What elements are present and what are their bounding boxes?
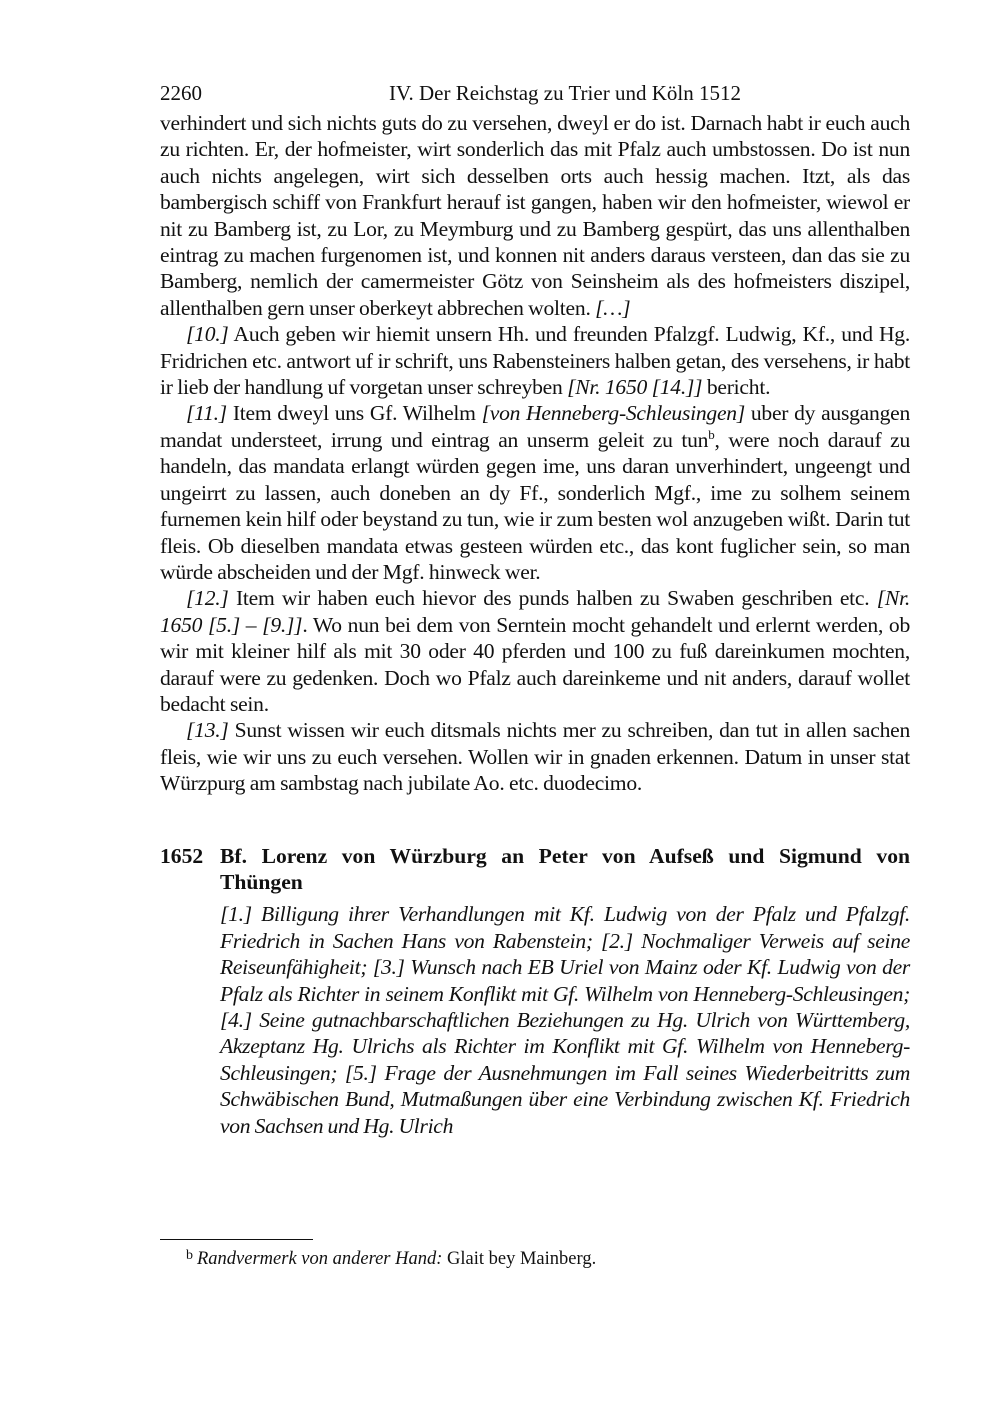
paragraph	[160, 585, 910, 717]
text-run: uber dy ausgangen mandat understeet, irrung und eintrag an unserm geleit zu tun	[160, 401, 910, 452]
text-run: Item dweyl uns Gf. Wilhelm	[226, 401, 482, 426]
footnote-rule	[160, 1239, 313, 1240]
footnote-mark: b	[186, 1248, 193, 1263]
text-run: , were noch darauf zu handeln, das mandata erlangt würden gegen ime, uns daran unverhindert, ungeengt und ungeirrt zu lassen, auch doneben an dy Ff., sonderlich Mgf., ime zu solhem seinem furnemen kein hilf oder beystand zu tun, wie ir zum besten wol anzugeben wißt. Darin tut fleis. Ob dieselben mandata etwas gesteen würden etc., das kont fuglicher sein, so man würde abscheiden und der Mgf. hinweck wer.	[160, 427, 910, 584]
text-run: bericht.	[702, 375, 771, 400]
italic-text: [Nr. 1650 [5.] – [9.]]	[160, 586, 910, 637]
italic-text: [10.]	[186, 322, 229, 347]
page-number: 2260	[160, 81, 202, 105]
page-header	[160, 78, 910, 110]
italic-text: [11.]	[186, 401, 227, 426]
entry-number: 1652	[160, 843, 204, 868]
footnote-text: Glait bey Mainberg.	[442, 1249, 597, 1269]
text-run: verhindert und sich nichts guts do zu versehen, dweyl er do ist. Darnach habt ir euch auch zu richten. Er, der hofmeister, wirt sonderlich das mit Pfalz auch umbstossen. Do ist nun auch nichts angelegen, wirt sich desselben orts auch hessig machen. Itzt, als das bambergisch schiff von Frankfurt herauf ist gangen, haben wir den hofmeister, wiewol er nit zu Bamberg ist, zu Lor, zu Meymburg und zu Bamberg gespürt, das uns allenthalben eintrag zu machen furgenomen ist, und konnen nit anders daraus versteen, dan das sie zu Bamberg, nemlich der camermeister Götz von Seinsheim als des hofmeisters diszipel, allenthalben gern unser oberkeyt abbrechen wolten.	[160, 111, 910, 320]
body-text	[160, 110, 910, 797]
text-run: . Wo nun bei dem von Serntein mocht gehandelt und erlernt werden, ob wir mit kleiner hilf als mit 30 oder 40 pferden und 100 zu fuß dareinkumen mochten, darauf were zu gedenken. Doch wo Pfalz auch dareinkeme und nit anders, darauf wollet bedacht sein.	[160, 612, 910, 716]
paragraph	[160, 110, 910, 321]
text-run: Item wir haben euch hievor des punds halben zu Swaben geschriben etc.	[228, 586, 877, 611]
document-page	[160, 78, 910, 1139]
footnote-label: Randvermerk von anderer Hand:	[197, 1249, 443, 1269]
paragraph	[160, 321, 910, 400]
text-run: Auch geben wir hiemit unsern Hh. und freunden Pfalzgf. Ludwig, Kf., und Hg. Fridrichen etc. antwort uf ir schrift, uns Rabensteiners halben getan, des versehens, ir habt ir lieb der handlung uf vorgetan unser schreyben	[160, 322, 910, 400]
text-run: Sunst wissen wir euch ditsmals nichts mer zu schreiben, dan tut in allen sachen fleis, wie wir uns zu euch versehen. Wollen wir in gnaden erkennen. Datum in unser stat Würzpurg am sambstag nach jubilate Ao. etc. duodecimo.	[160, 718, 910, 796]
running-title: IV. Der Reichstag zu Trier und Köln 1512	[389, 81, 741, 105]
entry-summary: [1.] Billigung ihrer Verhandlungen mit Kf. Ludwig von der Pfalz und Pfalzgf. Friedrich in Sachen Hans von Rabenstein; [2.] Nochmaliger Verweis auf seine Reiseunfähigheit; [3.] Wunsch nach EB Uriel von Mainz oder Kf. Ludwig von der Pfalz als Richter in seinem Konflikt mit Gf. Wilhelm von Henneberg-Schleusingen; [4.] Seine gutnachbarschaftlichen Beziehungen zu Hg. Ulrich von Württemberg, Akzeptanz Hg. Ulrichs als Richter im Konflikt mit Gf. Wilhelm von Henneberg-Schleusingen; [5.] Frage der Ausnehmungen im Fall seines Wiederbeitritts zum Schwäbischen Bund, Mutmaßungen über eine Verbindung zwischen Kf. Friedrich von Sachsen und Hg. Ulrich	[220, 902, 910, 1138]
paragraph	[160, 400, 910, 585]
italic-text: […]	[595, 295, 631, 320]
italic-text: [von Henneberg-Schleusingen]	[481, 401, 745, 426]
entry-title: Bf. Lorenz von Würzburg an Peter von Aufseß und Sigmund von Thüngen	[220, 843, 910, 894]
footnote-reference: b	[708, 426, 715, 442]
footnote	[186, 1244, 596, 1271]
document-entry	[160, 843, 910, 1139]
italic-text: [Nr. 1650 [14.]]	[567, 375, 703, 400]
italic-text: [12.]	[186, 586, 229, 611]
paragraph	[160, 717, 910, 796]
italic-text: [13.]	[186, 718, 229, 743]
